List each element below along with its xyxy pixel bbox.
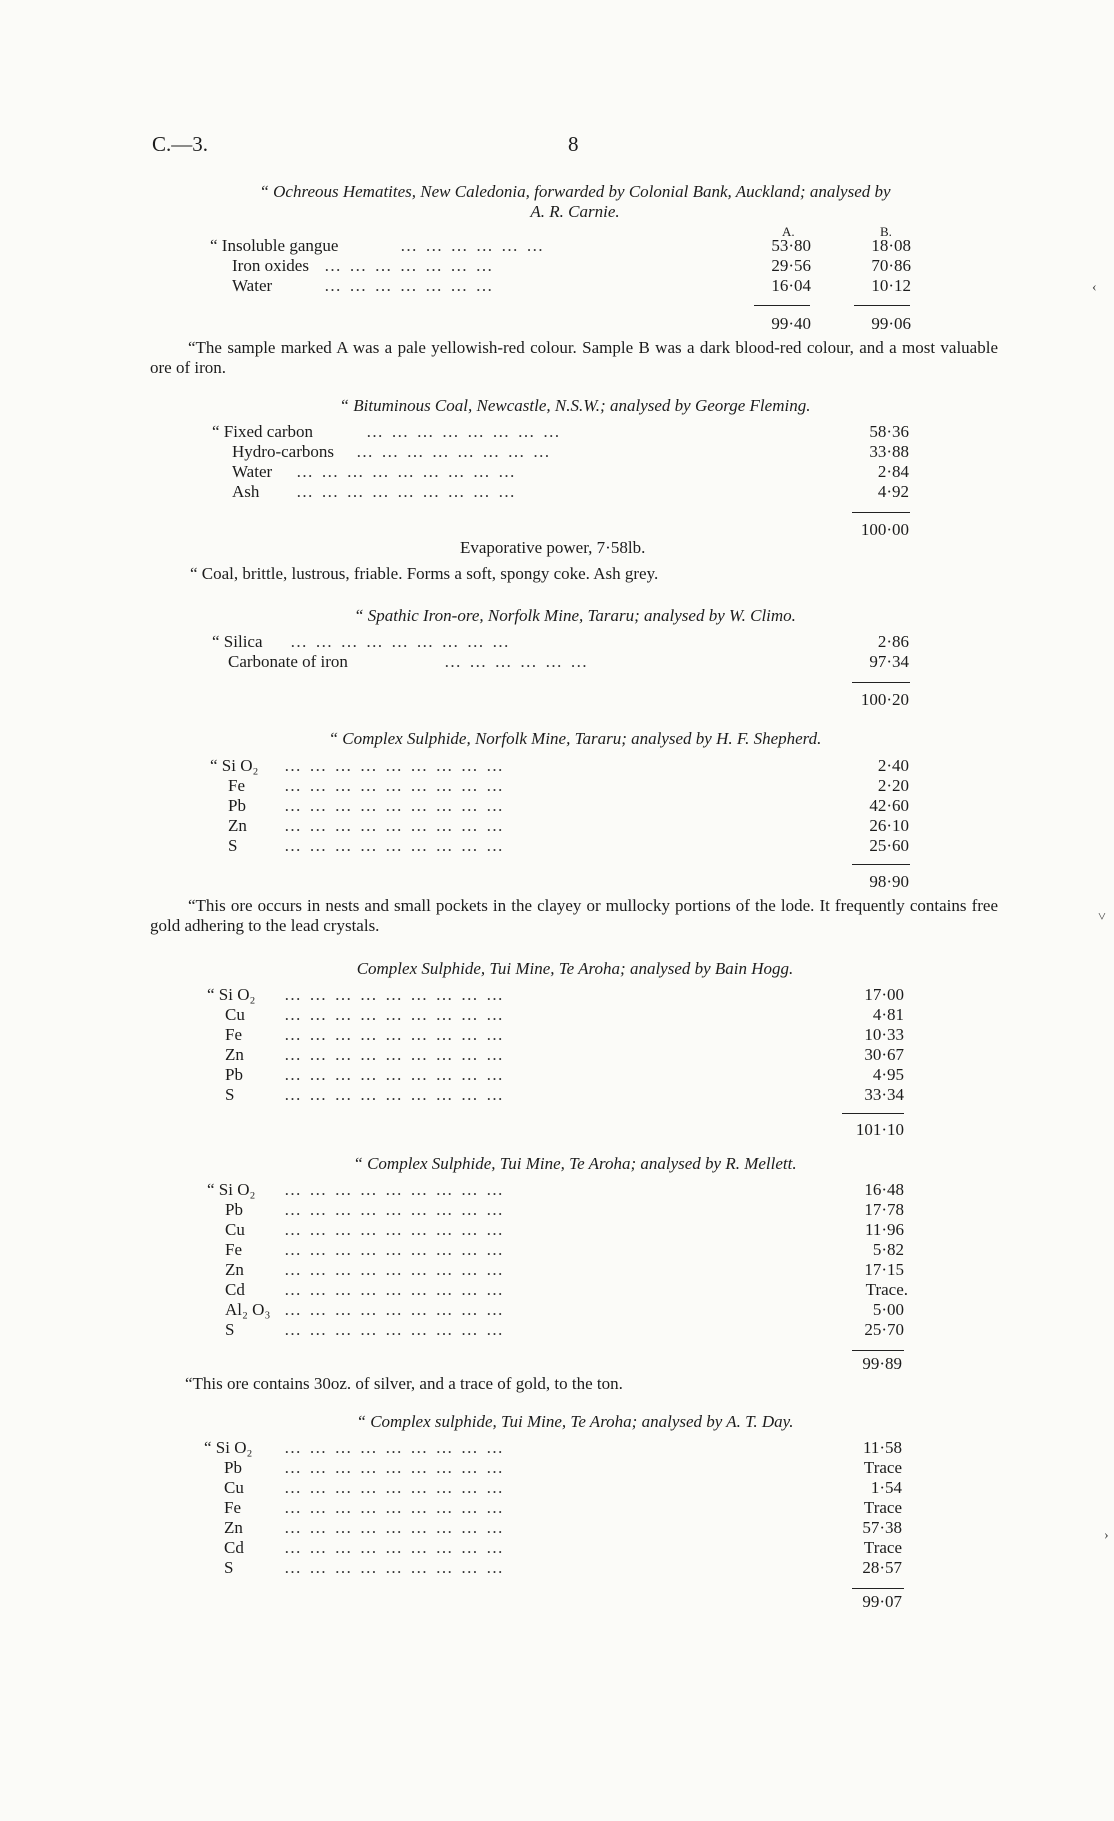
page-number: 8: [568, 132, 579, 156]
bituminous-title: “ Bituminous Coal, Newcastle, N.S.W.; analysed by George Fleming.: [339, 396, 811, 415]
row-label: Fe: [225, 1025, 242, 1044]
row-label: Water: [232, 276, 273, 295]
leader-dots: … … … … … … … … …: [284, 1498, 505, 1517]
row-value: 25·60: [869, 836, 909, 855]
leader-dots: … … … … … … … … …: [284, 1180, 505, 1199]
row-value: 5·00: [872, 1300, 904, 1319]
row-label: Zn: [228, 816, 247, 835]
row-value: 4·95: [872, 1065, 904, 1084]
leader-dots: … … … … … … …: [324, 276, 495, 295]
row-value: 10·33: [864, 1025, 904, 1044]
leader-dots: … … … … … … … … …: [284, 985, 505, 1004]
row-label: S: [225, 1320, 235, 1339]
leader-dots: … … … … … … … … …: [284, 1558, 505, 1577]
row-label: Pb: [224, 1458, 242, 1477]
row-value: 17·78: [864, 1200, 904, 1219]
ochreous-column-a-header: A.: [782, 224, 795, 239]
row-label: Ash: [232, 482, 260, 501]
row-label: Fe: [225, 1240, 242, 1259]
sum-rule: [842, 1113, 904, 1114]
row-label: Fe: [228, 776, 245, 795]
row-value: Trace.: [865, 1280, 908, 1299]
row-label: Cd: [224, 1538, 244, 1557]
row-value: 33·34: [864, 1085, 904, 1104]
leader-dots: … … … … … … … … …: [284, 1005, 505, 1024]
row-value: 2·40: [877, 756, 909, 775]
sum-rule: [852, 512, 910, 513]
row-label: Hydro-carbons: [232, 442, 334, 461]
mellett-note: “This ore contains 30oz. of silver, and a trace of gold, to the ton.: [185, 1374, 623, 1393]
leader-dots: … … … … … … … … …: [284, 796, 505, 815]
leader-dots: … … … … … … … … …: [284, 1260, 505, 1279]
row-value: 28·57: [862, 1558, 902, 1577]
leader-dots: … … … … … … … … …: [284, 1518, 505, 1537]
value-b: 70·86: [871, 256, 911, 275]
margin-mark: ›: [1104, 1528, 1109, 1543]
row-value: Trace: [863, 1538, 902, 1557]
row-label: “ Insoluble gangue: [210, 236, 339, 255]
ochreous-title: “ Ochreous Hematites, New Caledonia, forwarded by Colonial Bank, Auckland; analysed by: [259, 182, 891, 201]
row-value: 58·36: [869, 422, 909, 441]
row-value: 2·86: [877, 632, 909, 651]
row-label: Carbonate of iron: [228, 652, 348, 671]
leader-dots: … … … … … … … … …: [284, 1478, 505, 1497]
leader-dots: … … … … … … … … …: [284, 1300, 505, 1319]
spathic-title: “ Spathic Iron-ore, Norfolk Mine, Tararu; analysed by W. Climo.: [354, 606, 796, 625]
leader-dots: … … … … … … … … …: [284, 816, 505, 835]
row-label: S: [224, 1558, 234, 1577]
sum-rule: [852, 1350, 904, 1351]
sum-rule: [854, 305, 910, 306]
row-value: 97·34: [869, 652, 909, 671]
row-label: “ Si O₂: [210, 756, 259, 775]
value-a: 29·56: [771, 256, 811, 275]
row-label: Pb: [228, 796, 246, 815]
ochreous-title-analyst: A. R. Carnie.: [530, 202, 620, 221]
shepherd-note: “This ore occurs in nests and small pockets in the clayey or mullocky portions of the lode. It frequently contains free gold adhering to the lead crystals.: [150, 896, 998, 935]
sum-rule: [852, 864, 910, 865]
row-value: 42·60: [869, 796, 909, 815]
row-value: 4·81: [872, 1005, 904, 1024]
leader-dots: … … … … … … … … …: [284, 1240, 505, 1259]
total-value: 99·89: [862, 1354, 902, 1373]
row-label: “ Si O₂: [207, 1180, 256, 1199]
row-value: 11·58: [862, 1438, 902, 1457]
row-label: “ Fixed carbon: [212, 422, 314, 441]
leader-dots: … … … … … … … …: [356, 442, 552, 461]
row-label: S: [225, 1085, 235, 1104]
total-value: 100·00: [860, 520, 909, 539]
row-value: 2·20: [877, 776, 909, 795]
total-value: 99·07: [862, 1592, 902, 1611]
leader-dots: … … … … … … … … …: [284, 756, 505, 775]
shepherd-title: “ Complex Sulphide, Norfolk Mine, Tararu; analysed by H. F. Shepherd.: [328, 729, 822, 748]
total-value: 100·20: [860, 690, 909, 709]
row-value: 1·54: [870, 1478, 902, 1497]
leader-dots: … … … … … … … … …: [284, 1025, 505, 1044]
total-b: 99·06: [871, 314, 911, 333]
row-value: Trace: [863, 1498, 902, 1517]
document-reference: C.—3.: [152, 132, 209, 156]
row-label: Zn: [225, 1260, 244, 1279]
leader-dots: … … … … … … … … …: [284, 1438, 505, 1457]
row-label: Fe: [224, 1498, 241, 1517]
evaporative-power: Evaporative power, 7·58lb.: [460, 538, 646, 557]
leader-dots: … … … … … … … … …: [284, 776, 505, 795]
leader-dots: … … … … … …: [400, 236, 546, 255]
row-value: Trace: [863, 1458, 902, 1477]
row-label: Pb: [225, 1200, 243, 1219]
leader-dots: … … … … … … … … …: [284, 1085, 505, 1104]
row-label: Cd: [225, 1280, 245, 1299]
leader-dots: … … … … … … … … …: [296, 462, 517, 481]
value-b: 10·12: [871, 276, 911, 295]
row-value: 57·38: [862, 1518, 902, 1537]
margin-mark: ‹: [1092, 280, 1097, 295]
total-value: 98·90: [869, 872, 909, 891]
ochreous-column-b-header: B.: [880, 224, 892, 239]
leader-dots: … … … … … … … … …: [296, 482, 517, 501]
sum-rule: [852, 1588, 904, 1589]
row-value: 25·70: [864, 1320, 904, 1339]
sum-rule: [852, 682, 910, 683]
row-label: Zn: [224, 1518, 243, 1537]
leader-dots: … … … … … … … … …: [284, 836, 505, 855]
leader-dots: … … … … … … … … …: [284, 1200, 505, 1219]
bituminous-note: “ Coal, brittle, lustrous, friable. Forms a soft, spongy coke. Ash grey.: [190, 564, 659, 583]
leader-dots: … … … … … … … … …: [284, 1458, 505, 1477]
row-label: Water: [232, 462, 273, 481]
row-label: “ Si O₂: [204, 1438, 253, 1457]
row-label: “ Silica: [212, 632, 263, 651]
value-a: 16·04: [771, 276, 811, 295]
value-b: 18·08: [871, 236, 911, 255]
row-value: 30·67: [864, 1045, 904, 1064]
leader-dots: … … … … … …: [444, 652, 590, 671]
leader-dots: … … … … … … … … …: [284, 1045, 505, 1064]
day-title: “ Complex sulphide, Tui Mine, Te Aroha; analysed by A. T. Day.: [356, 1412, 794, 1431]
leader-dots: … … … … … … … … …: [284, 1280, 505, 1299]
value-a: 53·80: [771, 236, 811, 255]
row-value: 33·88: [869, 442, 909, 461]
leader-dots: … … … … … … … …: [366, 422, 562, 441]
total-value: 101·10: [855, 1120, 904, 1139]
row-label: Cu: [225, 1005, 245, 1024]
row-label: Cu: [224, 1478, 244, 1497]
row-value: 2·84: [877, 462, 909, 481]
total-a: 99·40: [771, 314, 811, 333]
row-value: 26·10: [869, 816, 909, 835]
sum-rule: [754, 305, 810, 306]
leader-dots: … … … … … … … … …: [284, 1320, 505, 1339]
row-label: Pb: [225, 1065, 243, 1084]
row-label: Al₂ O₃: [225, 1300, 271, 1319]
leader-dots: … … … … … … … … …: [284, 1538, 505, 1557]
margin-mark: ˅: [1098, 910, 1106, 925]
hogg-title: Complex Sulphide, Tui Mine, Te Aroha; analysed by Bain Hogg.: [356, 959, 794, 978]
leader-dots: … … … … … … … … …: [284, 1220, 505, 1239]
row-label: “ Si O₂: [207, 985, 256, 1004]
row-value: 17·15: [864, 1260, 904, 1279]
row-value: 16·48: [864, 1180, 904, 1199]
row-value: 5·82: [872, 1240, 904, 1259]
row-value: 11·96: [864, 1220, 904, 1239]
leader-dots: … … … … … … … … …: [284, 1065, 505, 1084]
row-value: 4·92: [877, 482, 909, 501]
leader-dots: … … … … … … … … …: [290, 632, 511, 651]
row-label: Iron oxides: [232, 256, 309, 275]
row-value: 17·00: [864, 985, 904, 1004]
row-label: Zn: [225, 1045, 244, 1064]
leader-dots: … … … … … … …: [324, 256, 495, 275]
row-label: S: [228, 836, 238, 855]
mellett-title: “ Complex Sulphide, Tui Mine, Te Aroha; analysed by R. Mellett.: [353, 1154, 797, 1173]
ochreous-note: “The sample marked A was a pale yellowish-red colour. Sample B was a dark blood-red colour, and a most valuable ore of iron.: [150, 338, 998, 377]
row-label: Cu: [225, 1220, 245, 1239]
